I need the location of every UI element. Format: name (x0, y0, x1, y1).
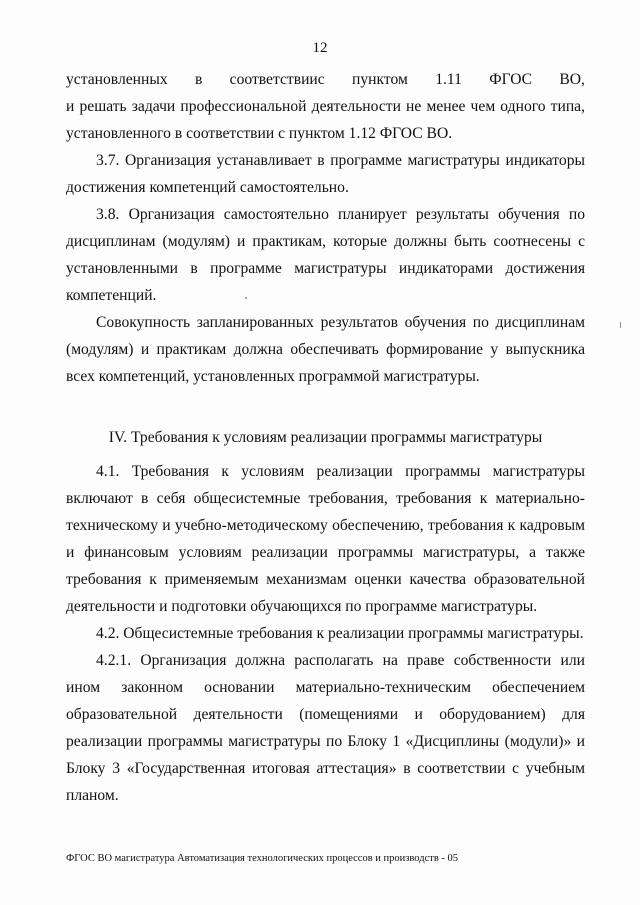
scan-speck (245, 297, 247, 299)
section-heading: IV. Требования к условиям реализации программы магистратуры (108, 429, 543, 446)
word: ФГОС (489, 71, 533, 88)
paragraph-totality (66, 309, 585, 390)
paragraph-3-7 (66, 147, 585, 201)
paragraph-text: Совокупность запланированных результатов обучения по дисциплинам (модулям) и практикам должна обеспечивать формирование у выпускника всех компетенций, установленных программой магистратуры. (66, 314, 585, 385)
paragraph-4-2-1 (66, 647, 585, 809)
paragraph-4-2 (66, 620, 585, 647)
paragraph-text: 3.8. Организация самостоятельно планирует результаты обучения по дисциплинам (модулям) и практикам, которые должны быть соотнесены с установленными в программе магистратуры индикаторами достижения компетенций. (66, 206, 585, 304)
word: в (194, 71, 203, 88)
page-footer: ФГОС ВО магистратура Автоматизация технологических процессов и производств - 05 (66, 853, 459, 864)
paragraph-continuation (66, 66, 585, 147)
page-number: 12 (312, 40, 328, 56)
word: пунктом (352, 71, 408, 88)
word: ВО, (559, 71, 585, 88)
paragraph-text: 3.7. Организация устанавливает в программе магистратуры индикаторы достижения компетенций самостоятельно. (66, 152, 585, 196)
first-line (66, 66, 585, 93)
scan-speck (620, 322, 621, 328)
paragraph-text: 4.2. Общесистемные требования к реализации программы магистратуры. (96, 625, 584, 642)
word: 1.11 (435, 71, 462, 88)
word: соответствиис (229, 71, 325, 88)
word: установленных (66, 71, 168, 88)
paragraph-text: 4.1. Требования к условиям реализации программы магистратуры включают в себя общесистемные требования, требования к материально-техническому и учебно-методическому обеспечению, требования к кадровым и финансовым условиям реализации программы магистратуры, а также требования к применяемым механизмам оценки качества образовательной деятельности и подготовки обучающихся по программе магистратуры. (66, 463, 585, 615)
paragraph-3-8 (66, 201, 585, 309)
paragraph-4-1 (66, 458, 585, 620)
paragraph-text: и решать задачи профессиональной деятельности не менее чем одного типа, установленного в соответствии с пунктом 1.12 ФГОС ВО. (66, 98, 585, 142)
paragraph-text: 4.2.1. Организация должна располагать на праве собственности или ином законном основании материально-техническим обеспечением образовательной деятельности (помещениями и оборудованием) для реализации программы магистратуры по Блоку 1 «Дисциплины (модули)» и Блоку 3 «Государственная итоговая аттестация» в соответствии с учебным планом. (66, 652, 585, 804)
